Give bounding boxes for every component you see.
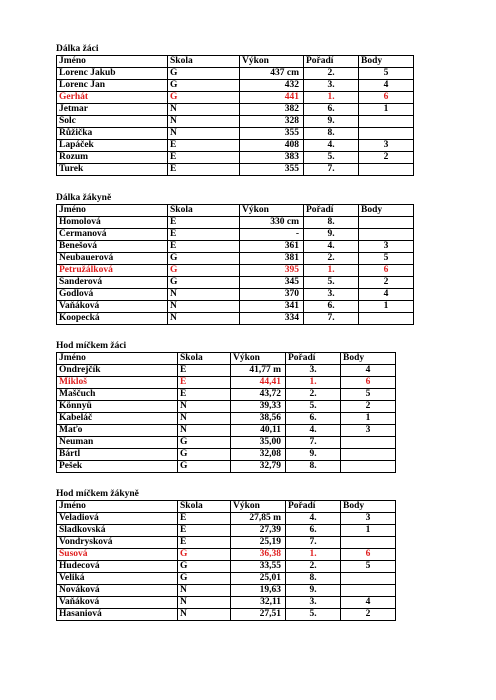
table-row bbox=[57, 104, 414, 116]
cell-points: 3 bbox=[359, 241, 414, 253]
cell-school: E bbox=[178, 365, 231, 377]
cell-name: Šolc bbox=[57, 116, 168, 128]
table-header-row bbox=[57, 56, 414, 68]
cell-points: 5 bbox=[359, 68, 414, 80]
column-header: Výkon bbox=[240, 56, 304, 68]
table-row bbox=[57, 128, 414, 140]
cell-points: 1 bbox=[359, 104, 414, 116]
cell-result: 32,08 bbox=[231, 449, 286, 461]
cell-points: 4 bbox=[341, 365, 396, 377]
cell-rank: 2. bbox=[304, 253, 359, 265]
column-header: Škola bbox=[168, 205, 240, 217]
cell-school: G bbox=[178, 561, 231, 573]
cell-name: Hasaniová bbox=[57, 609, 178, 621]
cell-school: G bbox=[168, 68, 240, 80]
cell-result: 383 bbox=[240, 152, 304, 164]
cell-rank: 3. bbox=[304, 289, 359, 301]
cell-school: N bbox=[168, 313, 240, 325]
table-row bbox=[57, 164, 414, 176]
cell-points: 2 bbox=[341, 401, 396, 413]
cell-rank: 9. bbox=[286, 585, 341, 597]
cell-result: 27,39 bbox=[231, 525, 286, 537]
cell-rank: 7. bbox=[304, 164, 359, 176]
cell-school: G bbox=[168, 80, 240, 92]
table-row bbox=[57, 116, 414, 128]
cell-name: Maťo bbox=[57, 425, 178, 437]
cell-rank: 3. bbox=[286, 597, 341, 609]
column-header: Pořadí bbox=[304, 205, 359, 217]
cell-points: 5 bbox=[341, 389, 396, 401]
cell-school: E bbox=[168, 152, 240, 164]
cell-result: 437 cm bbox=[240, 68, 304, 80]
cell-result: 330 cm bbox=[240, 217, 304, 229]
cell-result: 432 bbox=[240, 80, 304, 92]
table-row bbox=[57, 461, 396, 473]
table-row bbox=[57, 80, 414, 92]
cell-name: Neubauerová bbox=[57, 253, 168, 265]
cell-rank: 6. bbox=[304, 104, 359, 116]
table-row bbox=[57, 513, 396, 525]
cell-points: 6 bbox=[341, 377, 396, 389]
table-row bbox=[57, 437, 396, 449]
cell-rank: 6. bbox=[286, 525, 341, 537]
table-row bbox=[57, 92, 414, 104]
cell-school: E bbox=[168, 241, 240, 253]
cell-name: Koopecká bbox=[57, 313, 168, 325]
cell-points bbox=[359, 313, 414, 325]
table-row bbox=[57, 313, 414, 325]
cell-points: 5 bbox=[359, 253, 414, 265]
cell-name: Sladkovská bbox=[57, 525, 178, 537]
cell-result: 27,85 m bbox=[231, 513, 286, 525]
section-dalka-zakyne bbox=[56, 193, 414, 325]
cell-result: 395 bbox=[240, 265, 304, 277]
cell-rank: 4. bbox=[304, 241, 359, 253]
column-header: Jméno bbox=[57, 501, 178, 513]
table-header-row bbox=[57, 205, 414, 217]
cell-rank: 5. bbox=[304, 152, 359, 164]
cell-rank: 2. bbox=[286, 561, 341, 573]
cell-result: 382 bbox=[240, 104, 304, 116]
cell-points bbox=[341, 437, 396, 449]
cell-result: 32,79 bbox=[231, 461, 286, 473]
cell-school: E bbox=[168, 217, 240, 229]
column-header: Škola bbox=[178, 353, 231, 365]
cell-points: 4 bbox=[341, 597, 396, 609]
cell-name: Könnyü bbox=[57, 401, 178, 413]
cell-school: G bbox=[168, 92, 240, 104]
table-row bbox=[57, 537, 396, 549]
cell-school: N bbox=[178, 413, 231, 425]
column-header: Body bbox=[341, 353, 396, 365]
cell-points: 1 bbox=[341, 525, 396, 537]
cell-name: Nováková bbox=[57, 585, 178, 597]
cell-result: 41,77 m bbox=[231, 365, 286, 377]
column-header: Pořadí bbox=[286, 353, 341, 365]
table-row bbox=[57, 140, 414, 152]
cell-school: N bbox=[178, 609, 231, 621]
section-title: Dálka žákyně bbox=[56, 193, 112, 203]
cell-points bbox=[359, 229, 414, 241]
column-header: Pořadí bbox=[304, 56, 359, 68]
column-header: Pořadí bbox=[286, 501, 341, 513]
cell-name: Bártl bbox=[57, 449, 178, 461]
cell-school: G bbox=[178, 449, 231, 461]
cell-rank: 9. bbox=[304, 116, 359, 128]
cell-rank: 1. bbox=[286, 549, 341, 561]
cell-rank: 5. bbox=[286, 401, 341, 413]
cell-rank: 4. bbox=[286, 425, 341, 437]
cell-points bbox=[341, 537, 396, 549]
cell-points: 1 bbox=[341, 413, 396, 425]
column-header: Jméno bbox=[57, 56, 168, 68]
cell-school: N bbox=[178, 597, 231, 609]
cell-school: N bbox=[168, 289, 240, 301]
cell-rank: 7. bbox=[286, 437, 341, 449]
column-header: Jméno bbox=[57, 353, 178, 365]
cell-school: E bbox=[168, 140, 240, 152]
cell-name: Pešek bbox=[57, 461, 178, 473]
table-row bbox=[57, 253, 414, 265]
table-row bbox=[57, 265, 414, 277]
table-row bbox=[57, 425, 396, 437]
cell-points: 4 bbox=[359, 289, 414, 301]
cell-name: Maščuch bbox=[57, 389, 178, 401]
column-header: Body bbox=[359, 56, 414, 68]
cell-name: Godlová bbox=[57, 289, 168, 301]
cell-result: 408 bbox=[240, 140, 304, 152]
cell-school: N bbox=[178, 585, 231, 597]
cell-school: N bbox=[168, 116, 240, 128]
cell-result: 43,72 bbox=[231, 389, 286, 401]
table-row bbox=[57, 217, 414, 229]
cell-points bbox=[341, 585, 396, 597]
cell-school: N bbox=[178, 401, 231, 413]
cell-name: Vaňáková bbox=[57, 301, 168, 313]
column-header: Výkon bbox=[240, 205, 304, 217]
cell-result: 341 bbox=[240, 301, 304, 313]
cell-result: 355 bbox=[240, 128, 304, 140]
cell-points: 3 bbox=[341, 425, 396, 437]
cell-rank: 1. bbox=[304, 265, 359, 277]
table-header-row bbox=[57, 501, 396, 513]
cell-rank: 4. bbox=[286, 513, 341, 525]
section-title: Hod míčkem žákyně bbox=[56, 489, 139, 499]
cell-rank: 1. bbox=[304, 92, 359, 104]
cell-school: N bbox=[168, 301, 240, 313]
cell-name: Mikloš bbox=[57, 377, 178, 389]
cell-rank: 2. bbox=[304, 68, 359, 80]
table-row bbox=[57, 301, 414, 313]
cell-name: Lorenc Jan bbox=[57, 80, 168, 92]
cell-result: 370 bbox=[240, 289, 304, 301]
cell-rank: 2. bbox=[286, 389, 341, 401]
table-row bbox=[57, 389, 396, 401]
cell-school: G bbox=[178, 437, 231, 449]
cell-school: G bbox=[178, 549, 231, 561]
table-row bbox=[57, 241, 414, 253]
section-hod-mickem-zaci bbox=[56, 341, 396, 473]
table-row bbox=[57, 152, 414, 164]
section-title: Dálka žáci bbox=[56, 44, 99, 54]
table-header-row bbox=[57, 353, 396, 365]
cell-points bbox=[341, 449, 396, 461]
cell-name: Ondrejčík bbox=[57, 365, 178, 377]
table-row bbox=[57, 413, 396, 425]
cell-result: 334 bbox=[240, 313, 304, 325]
table-row bbox=[57, 289, 414, 301]
cell-points: 2 bbox=[359, 277, 414, 289]
cell-rank: 6. bbox=[304, 301, 359, 313]
cell-rank: 8. bbox=[286, 573, 341, 585]
cell-school: G bbox=[168, 265, 240, 277]
cell-points: 1 bbox=[359, 301, 414, 313]
cell-rank: 8. bbox=[304, 217, 359, 229]
cell-school: N bbox=[168, 104, 240, 116]
column-header: Výkon bbox=[231, 501, 286, 513]
cell-rank: 5. bbox=[304, 277, 359, 289]
results-table bbox=[56, 352, 396, 473]
cell-points bbox=[359, 164, 414, 176]
column-header: Body bbox=[359, 205, 414, 217]
cell-school: E bbox=[178, 513, 231, 525]
section-hod-mickem-zakyne bbox=[56, 489, 396, 621]
table-row bbox=[57, 573, 396, 585]
cell-rank: 7. bbox=[286, 537, 341, 549]
cell-name: Šanderová bbox=[57, 277, 168, 289]
cell-name: Vondrysková bbox=[57, 537, 178, 549]
cell-school: N bbox=[168, 128, 240, 140]
cell-school: E bbox=[178, 389, 231, 401]
cell-name: Neuman bbox=[57, 437, 178, 449]
table-row bbox=[57, 597, 396, 609]
cell-school: G bbox=[178, 573, 231, 585]
column-header: Výkon bbox=[231, 353, 286, 365]
cell-points bbox=[359, 116, 414, 128]
cell-result: 35,00 bbox=[231, 437, 286, 449]
cell-points bbox=[359, 217, 414, 229]
table-row bbox=[57, 609, 396, 621]
cell-result: 355 bbox=[240, 164, 304, 176]
table-row bbox=[57, 277, 414, 289]
results-table bbox=[56, 55, 414, 176]
cell-rank: 5. bbox=[286, 609, 341, 621]
cell-points: 6 bbox=[359, 265, 414, 277]
table-row bbox=[57, 449, 396, 461]
table-row bbox=[57, 561, 396, 573]
cell-result: 441 bbox=[240, 92, 304, 104]
cell-name: Cermanová bbox=[57, 229, 168, 241]
cell-name: Lapáček bbox=[57, 140, 168, 152]
cell-result: 44,41 bbox=[231, 377, 286, 389]
cell-points: 2 bbox=[341, 609, 396, 621]
cell-school: E bbox=[178, 525, 231, 537]
results-table bbox=[56, 204, 414, 325]
cell-name: Petružálková bbox=[57, 265, 168, 277]
cell-points bbox=[359, 128, 414, 140]
cell-name: Růžička bbox=[57, 128, 168, 140]
table-row bbox=[57, 68, 414, 80]
results-table bbox=[56, 500, 396, 621]
cell-result: 36,38 bbox=[231, 549, 286, 561]
table-row bbox=[57, 401, 396, 413]
table-row bbox=[57, 585, 396, 597]
cell-result: 345 bbox=[240, 277, 304, 289]
cell-points: 2 bbox=[359, 152, 414, 164]
table-row bbox=[57, 549, 396, 561]
cell-points: 3 bbox=[341, 513, 396, 525]
cell-points: 4 bbox=[359, 80, 414, 92]
table-row bbox=[57, 229, 414, 241]
cell-school: N bbox=[178, 425, 231, 437]
cell-school: E bbox=[168, 164, 240, 176]
cell-name: Vaňáková bbox=[57, 597, 178, 609]
cell-name: Kabeláč bbox=[57, 413, 178, 425]
cell-name: Hudecová bbox=[57, 561, 178, 573]
cell-result: 361 bbox=[240, 241, 304, 253]
cell-points: 6 bbox=[341, 549, 396, 561]
cell-school: G bbox=[168, 253, 240, 265]
cell-name: Veliká bbox=[57, 573, 178, 585]
column-header: Škola bbox=[168, 56, 240, 68]
cell-result: 381 bbox=[240, 253, 304, 265]
cell-name: Rozum bbox=[57, 152, 168, 164]
table-row bbox=[57, 365, 396, 377]
cell-result: 25,01 bbox=[231, 573, 286, 585]
cell-rank: 4. bbox=[304, 140, 359, 152]
cell-result: 27,51 bbox=[231, 609, 286, 621]
cell-result: 38,56 bbox=[231, 413, 286, 425]
cell-rank: 8. bbox=[304, 128, 359, 140]
cell-school: G bbox=[168, 277, 240, 289]
cell-rank: 9. bbox=[304, 229, 359, 241]
column-header: Body bbox=[341, 501, 396, 513]
table-row bbox=[57, 377, 396, 389]
cell-result: 40,11 bbox=[231, 425, 286, 437]
cell-school: E bbox=[178, 537, 231, 549]
cell-name: Jetmar bbox=[57, 104, 168, 116]
cell-rank: 8. bbox=[286, 461, 341, 473]
cell-points: 6 bbox=[359, 92, 414, 104]
cell-rank: 3. bbox=[286, 365, 341, 377]
cell-rank: 6. bbox=[286, 413, 341, 425]
cell-result: 25,19 bbox=[231, 537, 286, 549]
cell-result: 328 bbox=[240, 116, 304, 128]
cell-points: 3 bbox=[359, 140, 414, 152]
cell-name: Gerhát bbox=[57, 92, 168, 104]
cell-name: Lorenc Jakub bbox=[57, 68, 168, 80]
column-header: Jméno bbox=[57, 205, 168, 217]
cell-result: 19,63 bbox=[231, 585, 286, 597]
cell-points: 5 bbox=[341, 561, 396, 573]
cell-result: 39,33 bbox=[231, 401, 286, 413]
cell-rank: 1. bbox=[286, 377, 341, 389]
cell-points bbox=[341, 573, 396, 585]
cell-name: Veladiová bbox=[57, 513, 178, 525]
cell-name: Homolová bbox=[57, 217, 168, 229]
cell-name: Turek bbox=[57, 164, 168, 176]
cell-name: Susová bbox=[57, 549, 178, 561]
cell-name: Benešová bbox=[57, 241, 168, 253]
section-title: Hod míčkem žáci bbox=[56, 341, 127, 351]
section-dalka-zaci bbox=[56, 44, 414, 176]
cell-school: E bbox=[168, 229, 240, 241]
cell-result: - bbox=[240, 229, 304, 241]
cell-points bbox=[341, 461, 396, 473]
cell-result: 32,11 bbox=[231, 597, 286, 609]
column-header: Škola bbox=[178, 501, 231, 513]
cell-rank: 3. bbox=[304, 80, 359, 92]
cell-rank: 7. bbox=[304, 313, 359, 325]
cell-rank: 9. bbox=[286, 449, 341, 461]
table-row bbox=[57, 525, 396, 537]
cell-result: 33,55 bbox=[231, 561, 286, 573]
cell-school: E bbox=[178, 377, 231, 389]
cell-school: G bbox=[178, 461, 231, 473]
